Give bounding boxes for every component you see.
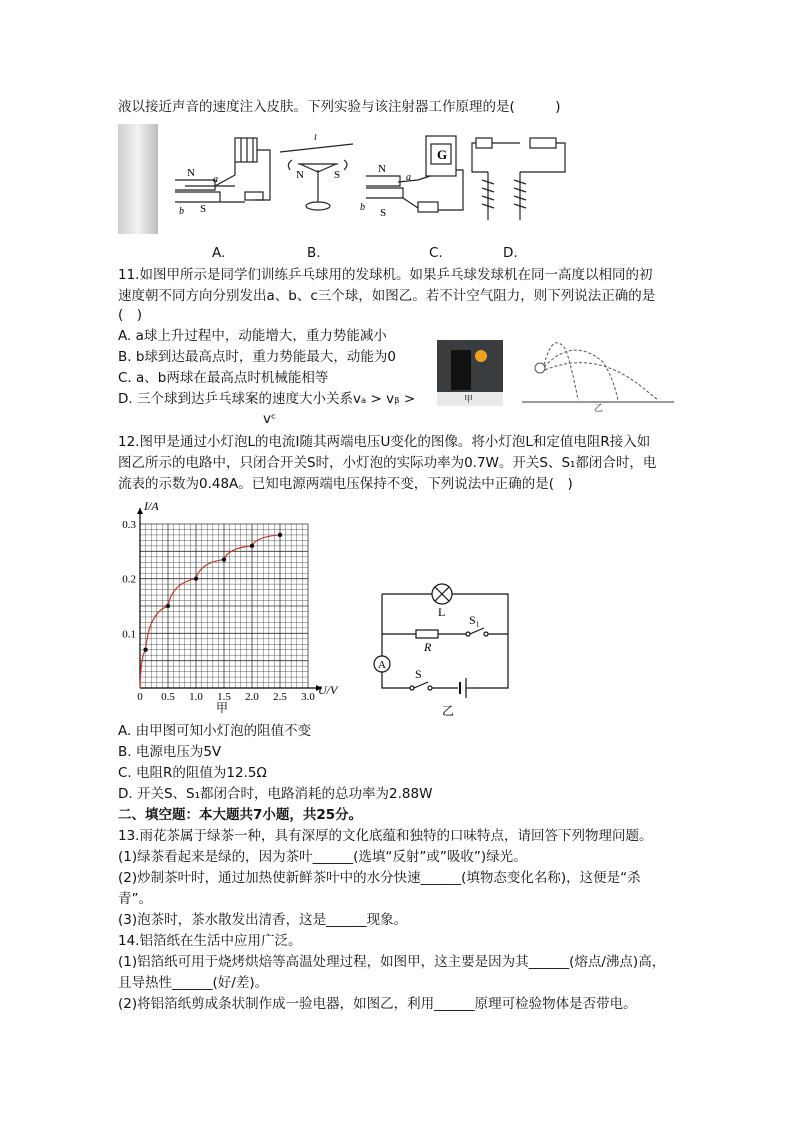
q11-option-d: D. 三个球到达乒乓球案的速度大小关系vₐ > vᵦ > xyxy=(118,391,416,407)
label-l: l xyxy=(314,134,317,143)
q12-stem-line3: 流表的示数为0.48A。已知电源两端电压保持不变，下列说法中正确的是( ) xyxy=(118,476,573,492)
q12-stem-line2: 图乙所示的电路中，只闭合开关S时，小灯泡的实际功率为0.7W。开关S、S₁都闭合时，电 xyxy=(118,455,657,471)
q13-part3: (3)泡茶时，茶水散发出清香，这是______现象。 xyxy=(118,912,408,928)
x-tick-label: 1.5 xyxy=(217,691,231,703)
q10-figure-b xyxy=(278,134,358,224)
circuit-diagram xyxy=(368,578,518,720)
q12-option-d: D. 开关S、S₁都闭合时，电路消耗的总功率为2.88W xyxy=(118,786,433,802)
q12-stem-line1: 12.图甲是通过小灯泡L的电流I随其两端电压U变化的图像。将小灯泡L和定值电阻R接入如 xyxy=(118,434,651,450)
fig-yi-label: 乙 xyxy=(594,404,604,412)
label-n3: N xyxy=(378,163,386,175)
q14-part2: (2)将铝箔纸剪成条状制作成一验电器，如图乙，利用______原理可检验物体是否带电。 xyxy=(118,996,637,1012)
q11-option-d-tail: vᶜ xyxy=(263,411,276,427)
y-axis-label: I/A xyxy=(144,499,159,513)
q12-option-b: B. 电源电压为5V xyxy=(118,744,222,760)
resistor-label: R xyxy=(424,640,432,654)
label-b3: b xyxy=(360,202,365,213)
option-d-label: D. xyxy=(503,245,518,261)
q10-stem: 液以接近声音的速度注入皮肤。下列实验与该注射器工作原理的是( ) xyxy=(118,99,561,115)
q12-option-c: C. 电阻R的阻值为12.5Ω xyxy=(118,765,267,781)
label-s: S xyxy=(200,203,207,215)
q13-part2b: 青”。 xyxy=(118,891,152,907)
section-heading: 二、填空题：本大题共7小题，共25分。 xyxy=(118,807,363,823)
x-tick-label: 1.0 xyxy=(189,691,203,703)
x-tick-label: 2.0 xyxy=(245,691,259,703)
y-tick-label: 0.1 xyxy=(122,628,136,641)
x-tick-label: 2.5 xyxy=(273,691,287,703)
x-tick-label: 0.5 xyxy=(161,691,175,703)
injector-photo xyxy=(118,124,158,234)
circuit-caption: 乙 xyxy=(442,704,455,718)
label-a: a xyxy=(213,174,218,185)
option-b-label: B. xyxy=(307,245,321,261)
chart-caption: 甲 xyxy=(216,701,229,715)
x-tick-label: 0 xyxy=(137,691,143,703)
x-tick-label: 3.0 xyxy=(301,691,315,703)
label-s3: S xyxy=(380,207,387,219)
q13-part1: (1)绿茶看起来是绿的，因为茶叶______(选填“反射”或”吸收”)绿光。 xyxy=(118,849,527,865)
data-point xyxy=(250,544,254,548)
iu-chart xyxy=(118,496,358,718)
label-s2: S xyxy=(334,169,341,181)
q11-option-c: C. a、b两球在最高点时机械能相等 xyxy=(118,370,329,386)
data-point xyxy=(278,533,282,537)
switch1-label: S₁ xyxy=(469,613,480,627)
lamp-label: L xyxy=(438,605,446,619)
q11-stem-line3: ( ) xyxy=(118,307,143,323)
q10-figure-d xyxy=(470,132,570,224)
q11-stem-line2: 速度朝不同方向分别发出a、b、c三个球，如图乙。若不计空气阻力，则下列说法正确的是 xyxy=(118,288,656,304)
trajectory-diagram xyxy=(518,332,678,412)
y-tick-label: 0.2 xyxy=(122,573,136,586)
data-point xyxy=(166,604,170,608)
fig-jia-label: 甲 xyxy=(464,394,474,404)
x-axis-label: U/V xyxy=(318,683,338,697)
y-axis-arrow xyxy=(137,508,143,514)
serve-machine-photo xyxy=(437,340,503,406)
q10-figure-a xyxy=(165,130,275,220)
label-a3: a xyxy=(406,172,411,183)
q11-stem-line1: 11.如图甲所示是同学们训练乒乓球用的发球机。如果乒乓球发球机在同一高度以相同的初 xyxy=(118,267,653,283)
q13-part2a: (2)炒制茶叶时，通过加热使新鲜茶叶中的水分快速______(填物态变化名称)，这便是“杀 xyxy=(118,870,641,886)
q14-stem: 14.铝箔纸在生活中应用广泛。 xyxy=(118,933,302,949)
data-point xyxy=(222,557,226,561)
q14-part1b: 且导热性______(好/差)。 xyxy=(118,975,269,991)
q13-stem: 13.雨花茶属于绿茶一种，具有深厚的文化底蕴和独特的口味特点，请回答下列物理问题。 xyxy=(118,828,653,844)
ammeter-label: A xyxy=(378,659,386,671)
q11-option-b: B. b球到达最高点时，重力势能最大，动能为0 xyxy=(118,349,397,365)
label-b: b xyxy=(179,206,184,217)
galvanometer-label: G xyxy=(437,147,448,162)
label-n2: N xyxy=(296,169,304,181)
q12-option-a: A. 由甲图可知小灯泡的阻值不变 xyxy=(118,723,312,739)
q14-part1a: (1)铝箔纸可用于烧烤烘焙等高温处理过程，如图甲，这主要是因为其______(熔点/沸点)高， xyxy=(118,954,666,970)
q11-option-a: A. a球上升过程中，动能增大，重力势能减小 xyxy=(118,328,387,344)
switch-label: S xyxy=(415,667,422,681)
y-tick-label: 0.3 xyxy=(122,519,136,531)
data-point xyxy=(194,576,198,580)
q10-figure-c xyxy=(358,130,468,222)
option-c-label: C. xyxy=(429,245,443,261)
option-a-label: A. xyxy=(212,245,226,261)
label-n: N xyxy=(187,167,195,179)
data-point xyxy=(143,648,147,652)
